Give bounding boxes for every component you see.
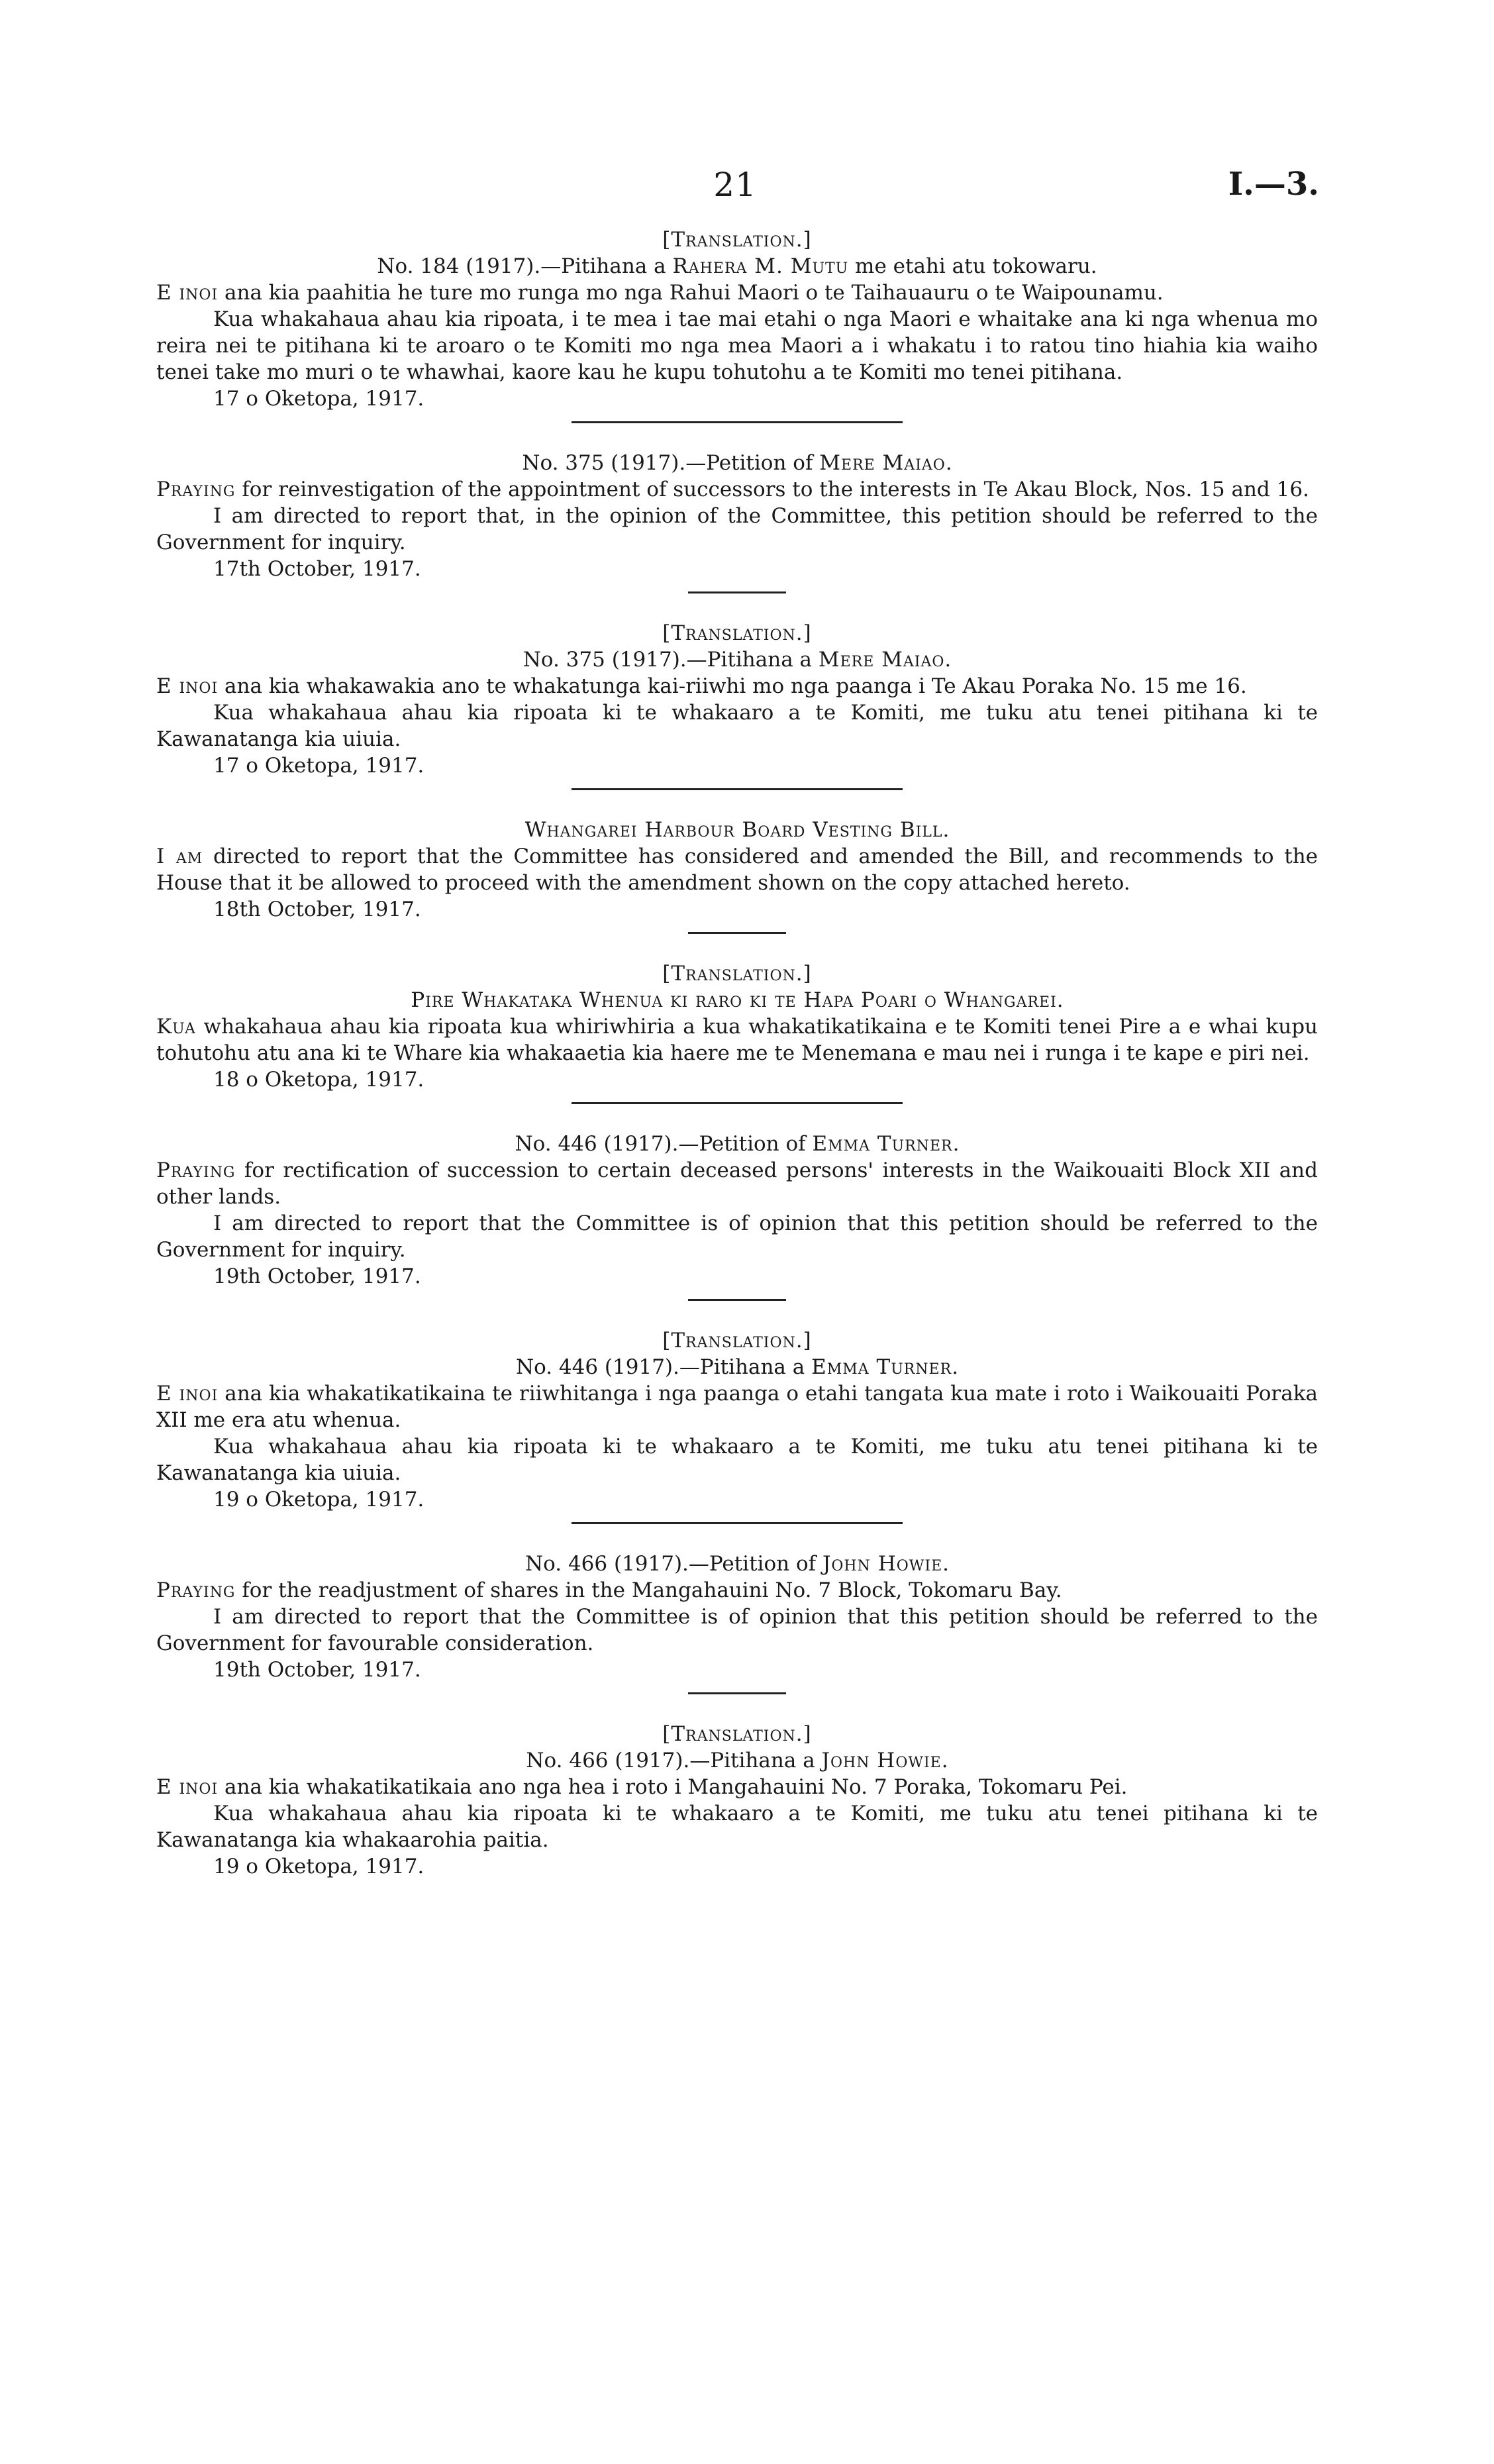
translation-tag: [Translation.] [662, 1329, 812, 1353]
translation-tag: [Translation.] [662, 621, 812, 645]
petitioner-name: Emma Turner [812, 1132, 953, 1156]
bill-name: Whangarei Harbour Board Vesting Bill [524, 818, 943, 842]
title-suffix: . [952, 1355, 959, 1379]
lead-words: E inoi [156, 1382, 219, 1406]
paper-reference: I.—3. [1228, 166, 1319, 203]
report-paragraph [156, 843, 1318, 896]
lead-words: Praying [156, 478, 236, 501]
report-paragraph: Kua whakahaua ahau kia ripoata ki te whakaaro a te Komiti, me tuku atu tenei pitihana ki te Kawanatanga kia whakaarohia paitia. [156, 1802, 1318, 1852]
spacer [156, 1313, 1318, 1327]
title-suffix: me etahi atu tokowaru. [848, 254, 1097, 278]
entry-date: 19th October, 1917. [213, 1658, 421, 1682]
translation-tag: [Translation.] [662, 228, 812, 252]
spacer [156, 1116, 1318, 1131]
petitioner-name: Mere Maiao [819, 451, 946, 475]
title-suffix: . [942, 818, 950, 842]
prayer-text: for reinvestigation of the appointment of successors to the interests in Te Akau Block, Nos. 15 and 16. [235, 478, 1309, 501]
prayer-paragraph [156, 1157, 1318, 1210]
report-paragraph: I am directed to report that the Committee is of opinion that this petition should be referred to the Government for inquiry. [156, 1211, 1318, 1262]
lead-words: Praying [156, 1578, 236, 1602]
petitioner-name: Mere Maiao [818, 648, 945, 672]
page-number: 21 [713, 166, 757, 204]
entry-harbour-bill [156, 817, 1318, 923]
petitioner-name: John Howie [821, 1749, 942, 1772]
report-paragraph [156, 1013, 1318, 1066]
entry-date: 19th October, 1917. [213, 1264, 421, 1288]
report-paragraph: Kua whakahaua ahau kia ripoata ki te whakaaro a te Komiti, me tuku atu tenei pitihana ki te Kawanatanga kia uiuia. [156, 1435, 1318, 1485]
prayer-text: ana kia whakawakia ano te whakatunga kai-riiwhi mo nga paanga i Te Akau Poraka No. 15 me 16. [218, 674, 1247, 698]
entry-375-petition [156, 450, 1318, 582]
report-paragraph: Kua whakahaua ahau kia ripoata ki te whakaaro a te Komiti, me tuku atu tenei pitihana ki te Kawanatanga kia uiuia. [156, 701, 1318, 751]
entry-466-petition [156, 1551, 1318, 1683]
translation-divider [688, 1692, 786, 1694]
entry-375-translation [156, 620, 1318, 779]
entry-title [156, 450, 1318, 476]
prayer-paragraph [156, 1774, 1318, 1800]
entry-title [156, 253, 1318, 280]
prayer-paragraph [156, 1577, 1318, 1604]
title-suffix: . [1056, 988, 1064, 1012]
section-divider [572, 1522, 903, 1524]
report-text: directed to report that the Committee has considered and amended the Bill, and recommends to the House that it be allowed to proceed with the amendment shown on the copy attached hereto. [156, 845, 1319, 895]
prayer-text: ana kia whakatikatikaina te riiwhitanga i nga paanga o etahi tangata kua mate i roto i Waikouaiti Poraka XII me era atu whenua. [156, 1382, 1318, 1432]
title-prefix: No. 375 (1917).—Petition of [522, 451, 820, 475]
title-suffix: . [952, 1132, 960, 1156]
prayer-paragraph [156, 673, 1318, 699]
prayer-text: ana kia whakatikatikaia ano nga hea i roto i Mangahauini No. 7 Poraka, Tokomaru Pei. [218, 1775, 1128, 1799]
entry-date: 17 o Oketopa, 1917. [213, 754, 424, 778]
report-paragraph: I am directed to report that the Committee is of opinion that this petition should be referred to the Government for favourable consideration. [156, 1605, 1318, 1655]
title-suffix: . [942, 1552, 949, 1576]
entry-title [156, 1551, 1318, 1577]
spacer [156, 1536, 1318, 1551]
petitioner-name: Emma Turner [811, 1355, 952, 1379]
document-body [156, 227, 1318, 1880]
entry-date: 17th October, 1917. [213, 557, 421, 581]
section-divider [572, 1102, 903, 1104]
report-paragraph: I am directed to report that, in the opinion of the Committee, this petition should be referred to the Government for inquiry. [156, 504, 1318, 554]
entry-title [156, 1354, 1318, 1380]
entry-date: 17 o Oketopa, 1917. [213, 387, 424, 411]
entry-184-translation [156, 227, 1318, 412]
translation-divider [688, 932, 786, 934]
prayer-paragraph [156, 476, 1318, 503]
entry-date: 18 o Oketopa, 1917. [213, 1068, 424, 1092]
spacer [156, 802, 1318, 817]
spacer [156, 1706, 1318, 1721]
prayer-text: for the readjustment of shares in the Mangahauini No. 7 Block, Tokomaru Bay. [235, 1578, 1062, 1602]
lead-words: E inoi [156, 1775, 219, 1799]
entry-446-translation [156, 1327, 1318, 1513]
spacer [156, 946, 1318, 960]
translation-divider [688, 591, 786, 593]
entry-446-petition [156, 1131, 1318, 1290]
entry-date: 19 o Oketopa, 1917. [213, 1855, 424, 1878]
entry-date: 18th October, 1917. [213, 898, 421, 921]
translation-tag: [Translation.] [662, 1722, 812, 1746]
entry-466-translation [156, 1721, 1318, 1880]
lead-words: E inoi [156, 674, 219, 698]
spacer [156, 605, 1318, 620]
report-text: whakahaua ahau kia ripoata kua whiriwhiria a kua whakatikatikaina e te Komiti tenei Pire a e whai kupu tohutohu atu ana ki te Whare kia whakaaetia kia haere me te Menemana e mau nei i runga i te kape e piri nei. [156, 1015, 1318, 1065]
title-prefix: No. 184 (1917).—Pitihana a [377, 254, 673, 278]
entry-title [156, 1131, 1318, 1157]
title-prefix: No. 466 (1917).—Pitihana a [526, 1749, 822, 1772]
prayer-paragraph [156, 280, 1318, 306]
translation-divider [688, 1299, 786, 1301]
entry-date: 19 o Oketopa, 1917. [213, 1488, 424, 1512]
petitioner-name: Rahera M. Mutu [672, 254, 849, 278]
entry-harbour-bill-translation [156, 960, 1318, 1093]
spacer [156, 435, 1318, 450]
title-suffix: . [941, 1749, 948, 1772]
prayer-text: ana kia paahitia he ture mo runga mo nga Rahui Maori o te Taihauauru o te Waipounamu. [218, 281, 1164, 305]
entry-title [156, 987, 1318, 1013]
title-prefix: No. 446 (1917).—Petition of [515, 1132, 813, 1156]
entry-title [156, 817, 1318, 843]
lead-words: Praying [156, 1158, 236, 1182]
title-prefix: No. 466 (1917).—Petition of [525, 1552, 822, 1576]
report-paragraph: Kua whakahaua ahau kia ripoata, i te mea i tae mai etahi o nga Maori e whaitake ana ki nga whenua mo reira nei te pitihana ki te aroaro o te Komiti mo nga mea Maori a i whakatu i to ratou tino hiahia kia waiho tenei take mo muri o te whawhai, kaore kau he kupu tohutohu a te Komiti mo tenei pitihana. [156, 307, 1318, 384]
lead-words: Kua [156, 1015, 196, 1039]
title-prefix: No. 375 (1917).—Pitihana a [523, 648, 819, 672]
section-divider [572, 788, 903, 790]
title-suffix: . [945, 451, 952, 475]
petitioner-name: John Howie [822, 1552, 943, 1576]
title-prefix: No. 446 (1917).—Pitihana a [515, 1355, 812, 1379]
lead-words: I am [156, 845, 203, 868]
translation-tag: [Translation.] [662, 962, 812, 986]
entry-title [156, 1747, 1318, 1774]
section-divider [572, 421, 903, 423]
prayer-paragraph [156, 1380, 1318, 1433]
bill-name: Pire Whakataka Whenua ki raro ki te Hapa Poari o Whangarei [411, 988, 1057, 1012]
lead-words: E inoi [156, 281, 219, 305]
prayer-text: for rectification of succession to certain deceased persons' interests in the Waikouaiti Block XII and other lands. [156, 1158, 1318, 1209]
entry-title [156, 646, 1318, 673]
title-suffix: . [944, 648, 952, 672]
